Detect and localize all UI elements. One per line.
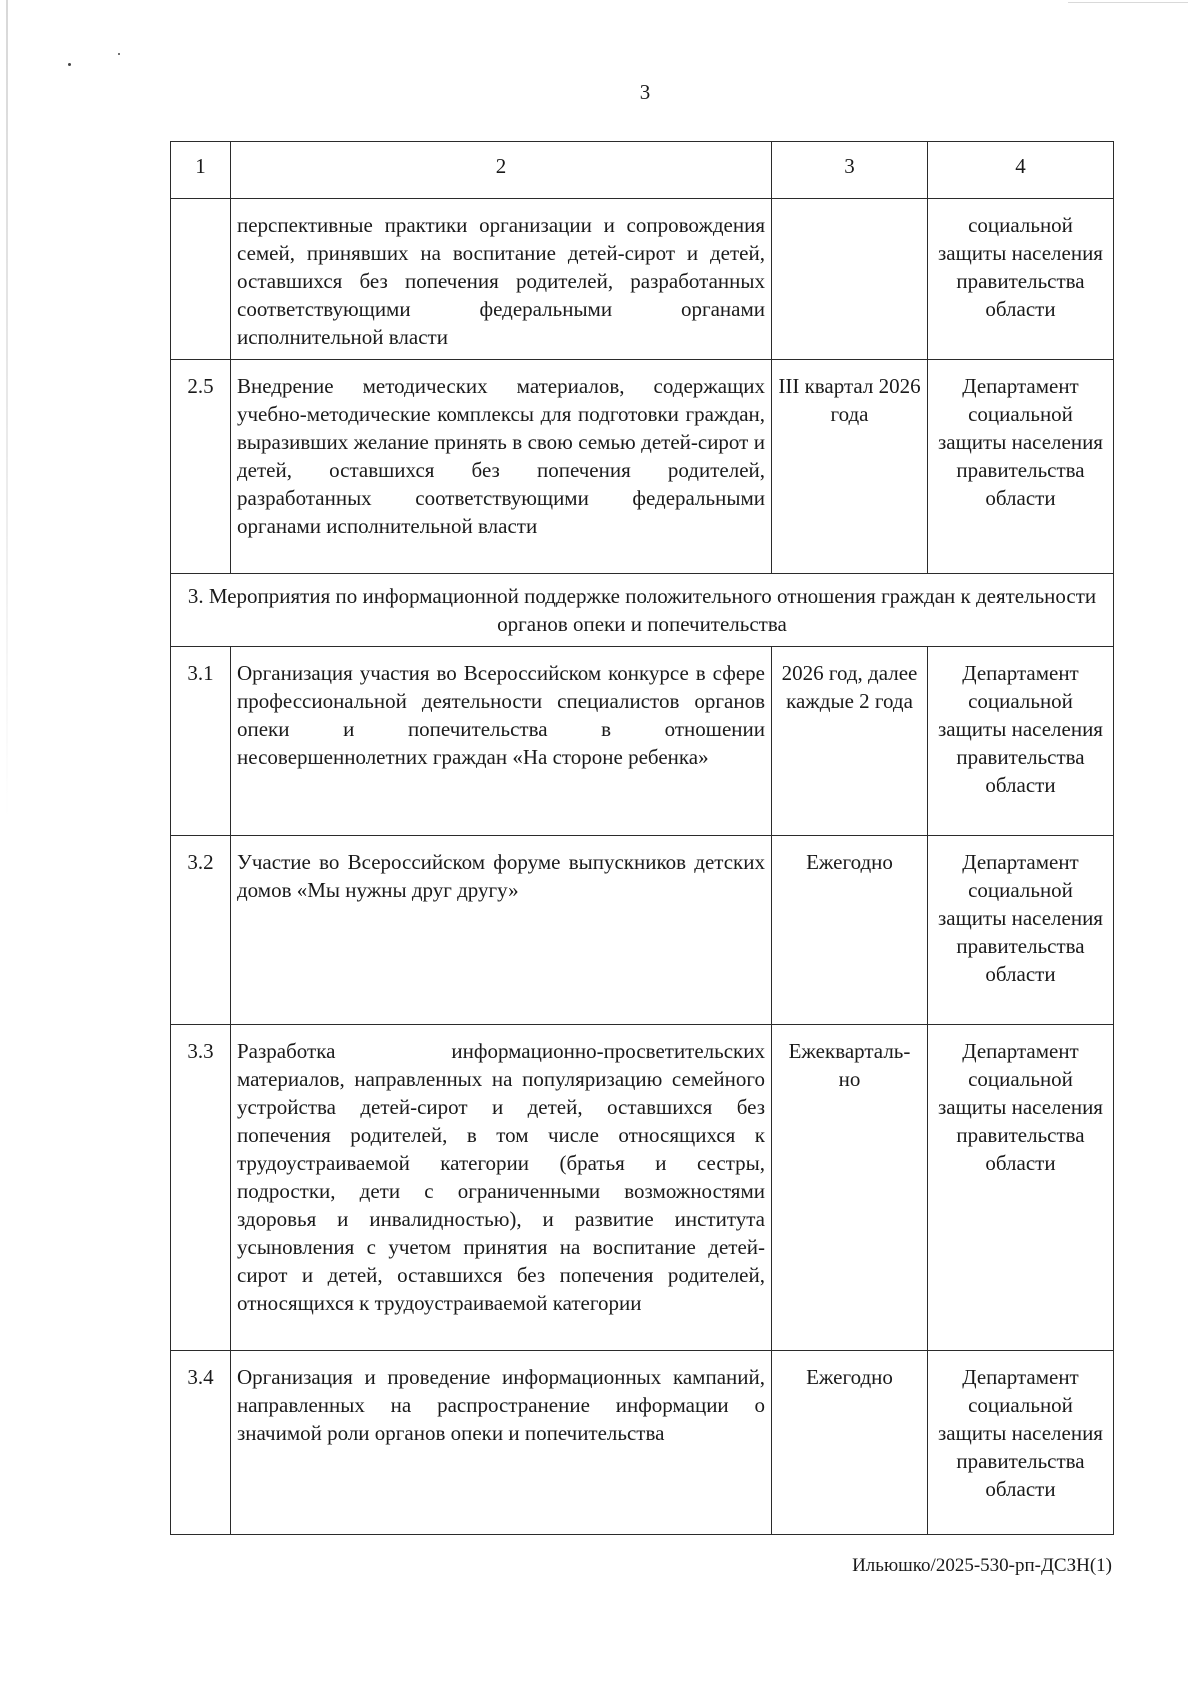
row-number: 3.2 xyxy=(171,836,231,1025)
responsible-text: Департамент социальной защиты населения правительства области xyxy=(928,647,1114,836)
deadline-text xyxy=(772,199,928,360)
table-row-continuation xyxy=(171,199,1114,360)
table-row-3-3 xyxy=(171,1025,1114,1351)
measure-text: Разработка информационно-просветительских материалов, направленных на популяризацию семейного устройства детей-сирот и детей, оставшихся без попечения родителей, в том числе относящихся к трудоустраиваемой категории (братья и сестры, подростки, дети с ограниченными возможностями здоровья и инвалидностью), и развитие института усыновления с учетом принятия на воспитание детей-сирот и детей, оставшихся без попечения родителей, относящихся к трудоустраиваемой категории xyxy=(231,1025,772,1351)
table-row-2-5 xyxy=(171,360,1114,574)
section-3-title: 3. Мероприятия по информационной поддержке положительного отношения граждан к деятельности органов опеки и попечительства xyxy=(171,574,1114,647)
row-number: 3.4 xyxy=(171,1351,231,1535)
measure-text: Организация участия во Всероссийском конкурсе в сфере профессиональной деятельности специалистов органов опеки и попечительства в отношении несовершеннолетних граждан «На стороне ребенка» xyxy=(231,647,772,836)
deadline-text: 2026 год, далее каждые 2 года xyxy=(772,647,928,836)
responsible-text: Департамент социальной защиты населения правительства области xyxy=(928,360,1114,574)
measure-text: Участие во Всероссийском форуме выпускников детских домов «Мы нужны друг другу» xyxy=(231,836,772,1025)
section-3-header-row xyxy=(171,574,1114,647)
column-number-2: 2 xyxy=(231,142,772,199)
table-row-3-2 xyxy=(171,836,1114,1025)
deadline-text: Ежегодно xyxy=(772,836,928,1025)
page-number: 3 xyxy=(639,80,651,104)
measure-text: Внедрение методических материалов, содержащих учебно-методические комплексы для подготовки граждан, выразивших желание принять в свою семью детей-сирот и детей, оставшихся без попечения родителей, разработанных соответствующими федеральными органами исполнительной власти xyxy=(231,360,772,574)
document-code: Ильюшко/2025-530-рп-ДСЗН(1) xyxy=(852,1555,1112,1576)
scan-left-edge xyxy=(6,0,8,820)
scan-top-edge xyxy=(1068,2,1188,3)
deadline-text: Ежекварталь-но xyxy=(772,1025,928,1351)
measures-table xyxy=(170,141,1114,1535)
measure-text: перспективные практики организации и сопровождения семей, принявших на воспитание детей-сирот и детей, оставшихся без попечения родителей, разработанных соответствующими федеральными органами исполнительной власти xyxy=(231,199,772,360)
column-number-4: 4 xyxy=(928,142,1114,199)
responsible-text: Департамент социальной защиты населения правительства области xyxy=(928,836,1114,1025)
responsible-text: Департамент социальной защиты населения правительства области xyxy=(928,1025,1114,1351)
row-number: 3.3 xyxy=(171,1025,231,1351)
responsible-text: Департамент социальной защиты населения правительства области xyxy=(928,1351,1114,1535)
table-header-row xyxy=(171,142,1114,199)
measure-text: Организация и проведение информационных кампаний, направленных на распространение информации о значимой роли органов опеки и попечительства xyxy=(231,1351,772,1535)
deadline-text: III квартал 2026 года xyxy=(772,360,928,574)
responsible-text: социальной защиты населения правительства области xyxy=(928,199,1114,360)
row-number: 2.5 xyxy=(171,360,231,574)
row-number xyxy=(171,199,231,360)
scan-speck xyxy=(118,53,120,55)
table-row-3-4 xyxy=(171,1351,1114,1535)
deadline-text: Ежегодно xyxy=(772,1351,928,1535)
column-number-3: 3 xyxy=(772,142,928,199)
column-number-1: 1 xyxy=(171,142,231,199)
row-number: 3.1 xyxy=(171,647,231,836)
table-row-3-1 xyxy=(171,647,1114,836)
scan-speck xyxy=(68,63,71,66)
